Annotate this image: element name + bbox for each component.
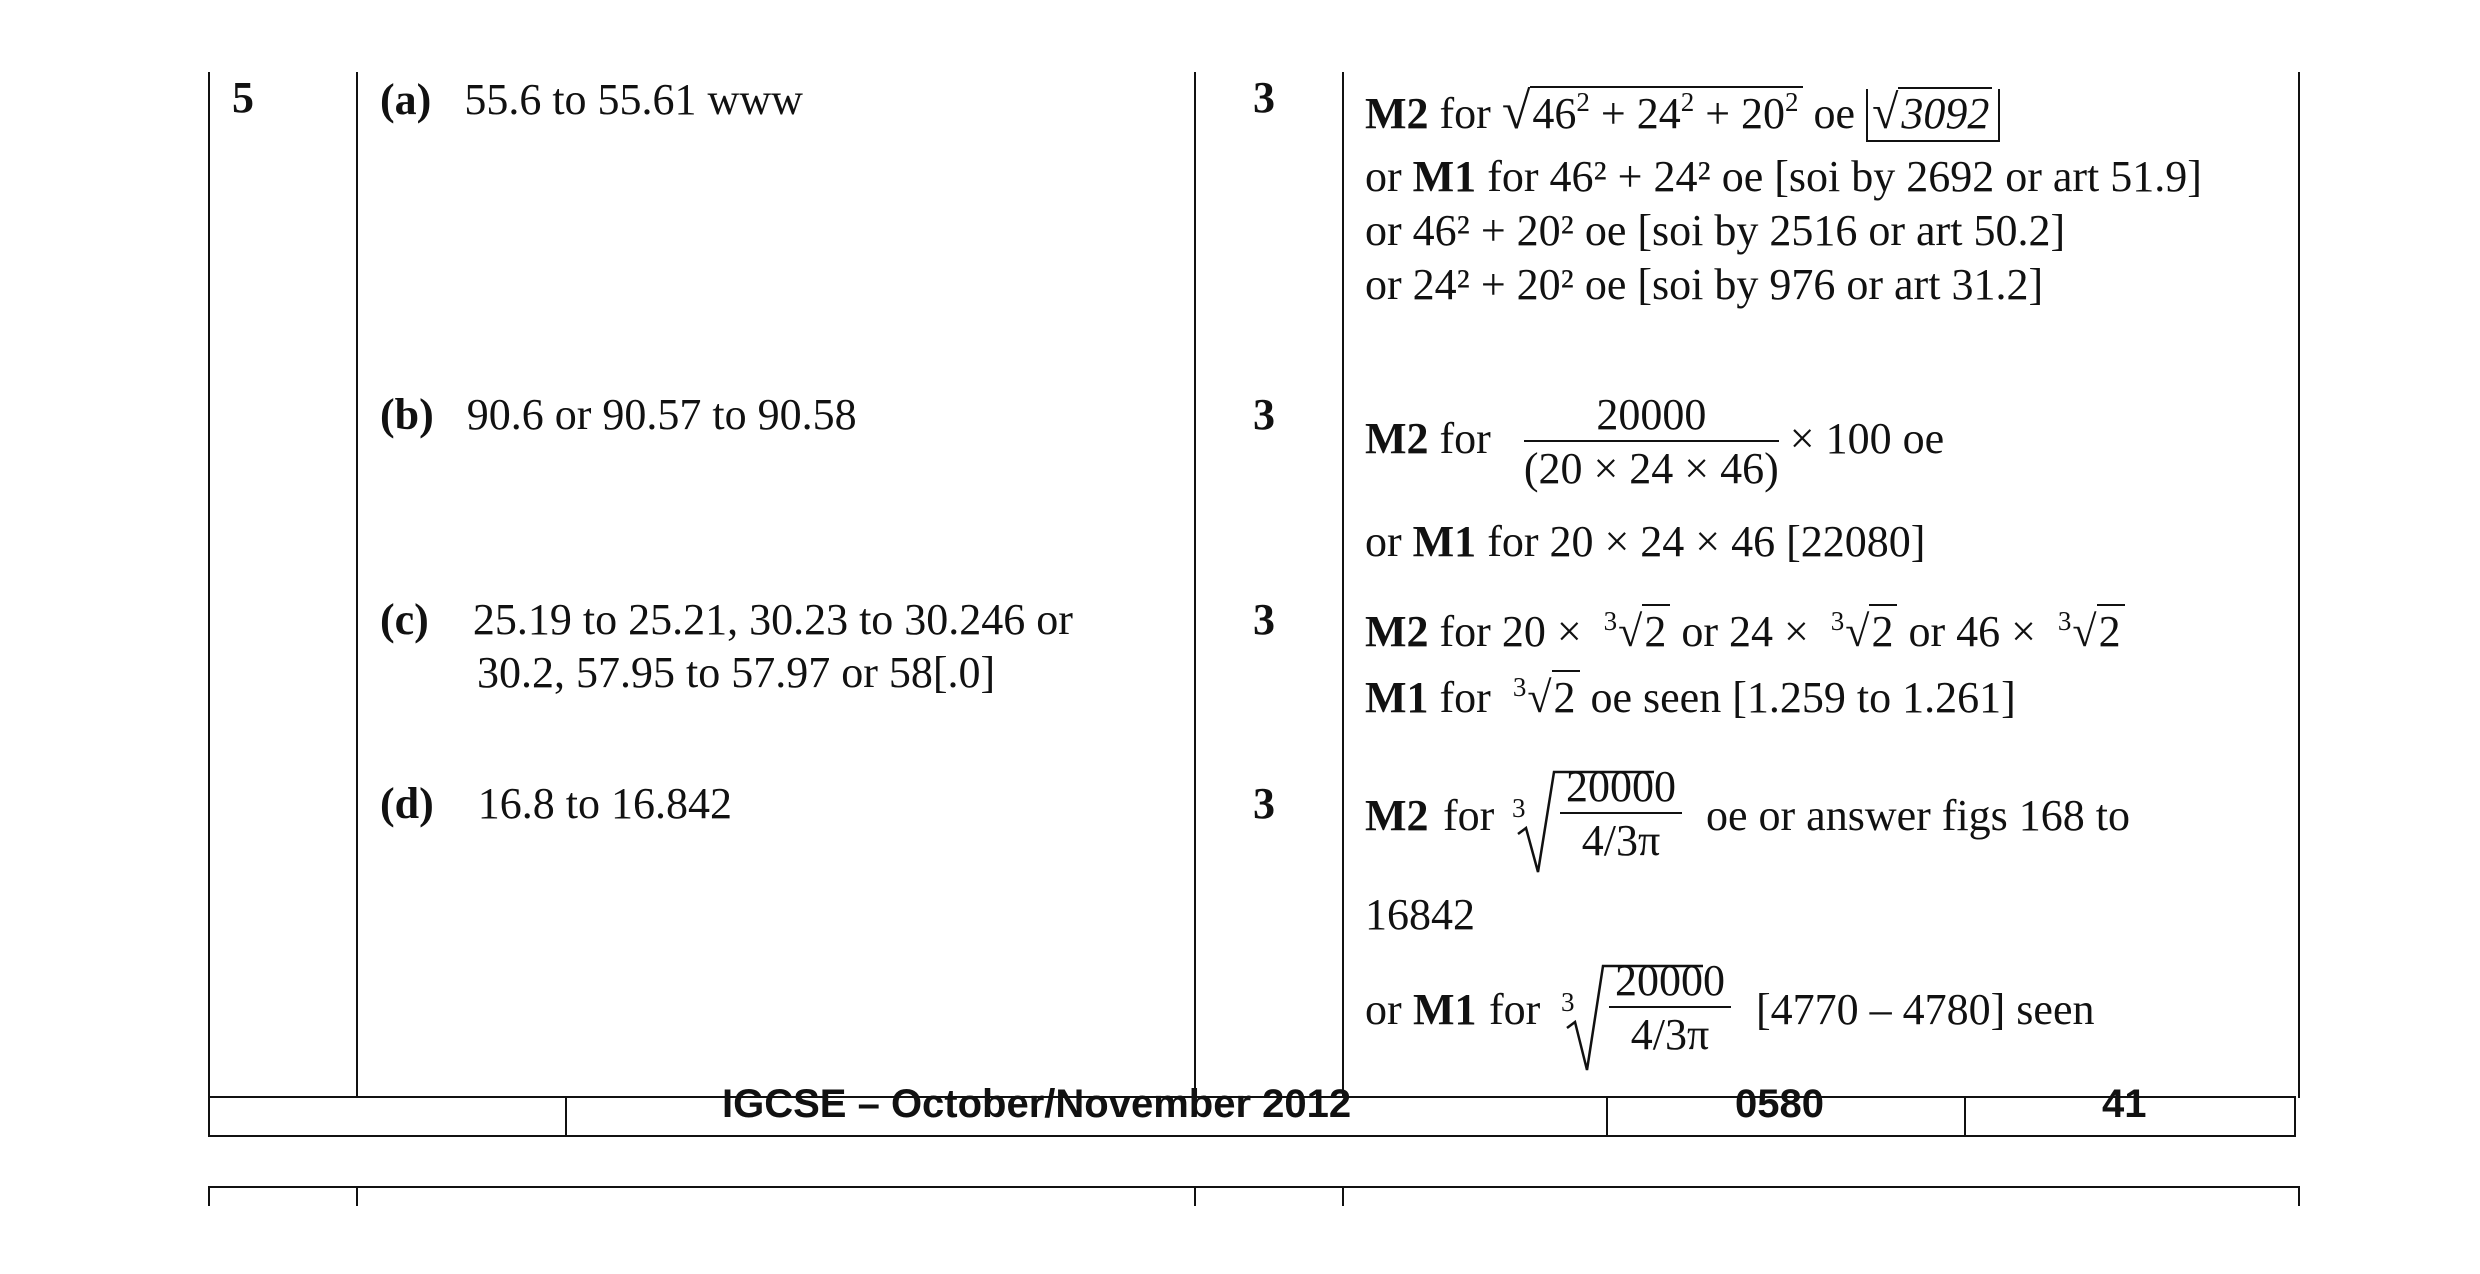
- footer-divider-1: [565, 1096, 567, 1137]
- col-border-question: [356, 72, 358, 1098]
- next-col-mark: [1342, 1186, 1344, 1206]
- footer-paper-number: 41: [2102, 1082, 2147, 1126]
- fraction: [1560, 762, 1682, 868]
- guidance-text: for 20 × 24 × 46 [22080]: [1476, 517, 1926, 566]
- guidance-text: oe seen [1.259 to 1.261]: [1579, 673, 2016, 722]
- part-c-mark: 3: [1253, 595, 1275, 644]
- guidance-text: for 20 ×: [1428, 607, 1593, 656]
- part-b-guidance-line-1: [1365, 390, 1944, 496]
- root-index: 3: [2057, 606, 2072, 636]
- guidance-text: oe or answer figs 168 to: [1706, 791, 2131, 840]
- root-index: 3: [1512, 672, 1527, 702]
- guidance-text: or 46 ×: [1897, 607, 2047, 656]
- guidance-text: or: [1365, 517, 1413, 566]
- cube-root-icon: √: [2072, 607, 2097, 656]
- radicand: [1552, 670, 1580, 724]
- part-a-guidance-line-4: or 24² + 20² oe [soi by 976 or art 31.2]: [1365, 260, 2044, 309]
- part-a-answer: [380, 74, 803, 126]
- plus-sign: +: [1694, 89, 1742, 138]
- root-term: 24: [1636, 89, 1681, 138]
- radicand: [1869, 604, 1897, 658]
- next-col-right: [2298, 1186, 2300, 1206]
- method-mark: M1: [1412, 517, 1477, 566]
- footer-left-edge: [208, 1096, 210, 1137]
- fraction-denominator: (20 × 24 × 46): [1523, 444, 1779, 493]
- cube-root-icon: √: [1845, 607, 1870, 656]
- part-b-mark: 3: [1253, 390, 1275, 439]
- footer-exam-title: IGCSE – October/November 2012: [722, 1082, 1352, 1126]
- guidance-text: [4770 – 4780] seen: [1756, 985, 2095, 1034]
- method-mark: M1: [1413, 985, 1477, 1034]
- root-term: 46: [1532, 89, 1577, 138]
- footer-syllabus-code: 0580: [1735, 1082, 1824, 1126]
- part-d-mark: 3: [1253, 779, 1275, 828]
- plus-sign: +: [1589, 89, 1637, 138]
- method-mark: M2: [1365, 89, 1429, 138]
- exponent: 2: [1785, 87, 1799, 117]
- guidance-text: oe: [1802, 89, 1867, 138]
- col-border-right: [2298, 72, 2300, 1098]
- col-border-answer: [1194, 72, 1196, 1098]
- guidance-text: for: [1428, 414, 1502, 464]
- part-c-answer-line-2: 30.2, 57.95 to 57.97 or 58[.0]: [477, 648, 996, 697]
- part-c-guidance-line-1: [1365, 604, 2125, 663]
- fraction: [1609, 956, 1731, 1062]
- fraction-denominator: 4/3π: [1581, 816, 1661, 865]
- square-root-expression: $√46^2 + 24^2 + 20^2$: [1502, 86, 1803, 145]
- root-term: 20: [1741, 89, 1786, 138]
- footer-right-edge: [2294, 1096, 2296, 1137]
- guidance-text: for: [1432, 791, 1506, 840]
- part-a-guidance-line-3: or 46² + 20² oe [soi by 2516 or art 50.2]: [1365, 206, 2066, 255]
- method-mark: M1: [1365, 673, 1429, 722]
- root-index: 3: [1603, 606, 1618, 636]
- guidance-text: or: [1365, 152, 1413, 201]
- part-a-label: (a): [380, 75, 432, 124]
- fraction-denominator: 4/3π: [1630, 1010, 1710, 1059]
- radicand-value: 2: [1552, 670, 1580, 724]
- part-c-guidance-line-2: [1365, 670, 2016, 729]
- radicand-value: 2: [1869, 604, 1897, 658]
- footer-bottom-rule: [208, 1135, 2296, 1137]
- guidance-text: for: [1428, 89, 1502, 138]
- root-index: 3: [1830, 606, 1845, 636]
- radicand: [1642, 604, 1670, 658]
- next-col-left: [208, 1186, 210, 1206]
- fraction-body: [1560, 762, 1682, 868]
- guidance-text: × 100 oe: [1778, 414, 1945, 464]
- fraction-numerator: 20000: [1560, 762, 1682, 814]
- fraction-numerator: 20000: [1609, 956, 1731, 1008]
- radicand-value: 2: [2097, 604, 2125, 658]
- part-c-label: (c): [380, 595, 429, 644]
- guidance-text: or: [1365, 985, 1413, 1034]
- part-c-answer-line-1: [380, 594, 1073, 646]
- root-index: 3: [1561, 987, 1575, 1017]
- next-table-top-rule: [208, 1186, 2298, 1188]
- method-mark: M1: [1412, 152, 1477, 201]
- next-col-question: [356, 1186, 358, 1206]
- part-a-answer-text: 55.6 to 55.61 www: [464, 75, 803, 124]
- col-border-left: [208, 72, 210, 1098]
- exponent: 2: [1576, 87, 1590, 117]
- part-b-answer-text: 90.6 or 90.57 to 90.58: [466, 390, 857, 439]
- radicand: [2097, 604, 2125, 658]
- guidance-text: or 24 ×: [1670, 607, 1820, 656]
- guidance-text: for 46² + 24² oe [soi by 2692 or art 51.9]: [1476, 152, 2202, 201]
- part-d-answer: [380, 778, 732, 830]
- part-c-answer-text-1: 25.19 to 25.21, 30.23 to 30.246 or: [472, 595, 1073, 644]
- footer-divider-3: [1964, 1096, 1966, 1137]
- col-border-mark: [1342, 72, 1344, 1098]
- floor-bracket-expression: √3092: [1866, 89, 2000, 142]
- root-index: 3: [1512, 793, 1526, 823]
- part-d-answer-text: 16.8 to 16.842: [477, 779, 733, 828]
- part-b-answer: [380, 389, 857, 441]
- guidance-text: for: [1428, 673, 1502, 722]
- part-a-guidance-line-1: [1365, 83, 2000, 145]
- next-col-answer: [1194, 1186, 1196, 1206]
- part-d-guidance-line-2: 16842: [1365, 890, 1475, 939]
- guidance-text: for: [1478, 985, 1552, 1034]
- exponent: 2: [1680, 87, 1695, 117]
- part-b-label: (b): [380, 390, 434, 439]
- part-b-guidance-line-2: [1365, 516, 1925, 568]
- method-mark: M2: [1365, 414, 1429, 464]
- method-mark: M2: [1365, 791, 1429, 840]
- fraction: [1524, 390, 1779, 496]
- bracket-value: 3092: [1898, 87, 1992, 138]
- radicand-value: 2: [1642, 604, 1670, 658]
- part-a-guidance-line-2: [1365, 151, 2202, 203]
- part-a-mark: 3: [1253, 73, 1275, 122]
- cube-root-icon: √: [1527, 673, 1552, 722]
- fraction-numerator: 20000: [1524, 390, 1779, 442]
- cube-root-icon: √: [1618, 607, 1643, 656]
- footer-divider-2: [1606, 1096, 1608, 1137]
- fraction-body: [1609, 956, 1731, 1062]
- part-d-label: (d): [380, 779, 434, 828]
- method-mark: M2: [1365, 607, 1429, 656]
- question-number: 5: [232, 73, 254, 122]
